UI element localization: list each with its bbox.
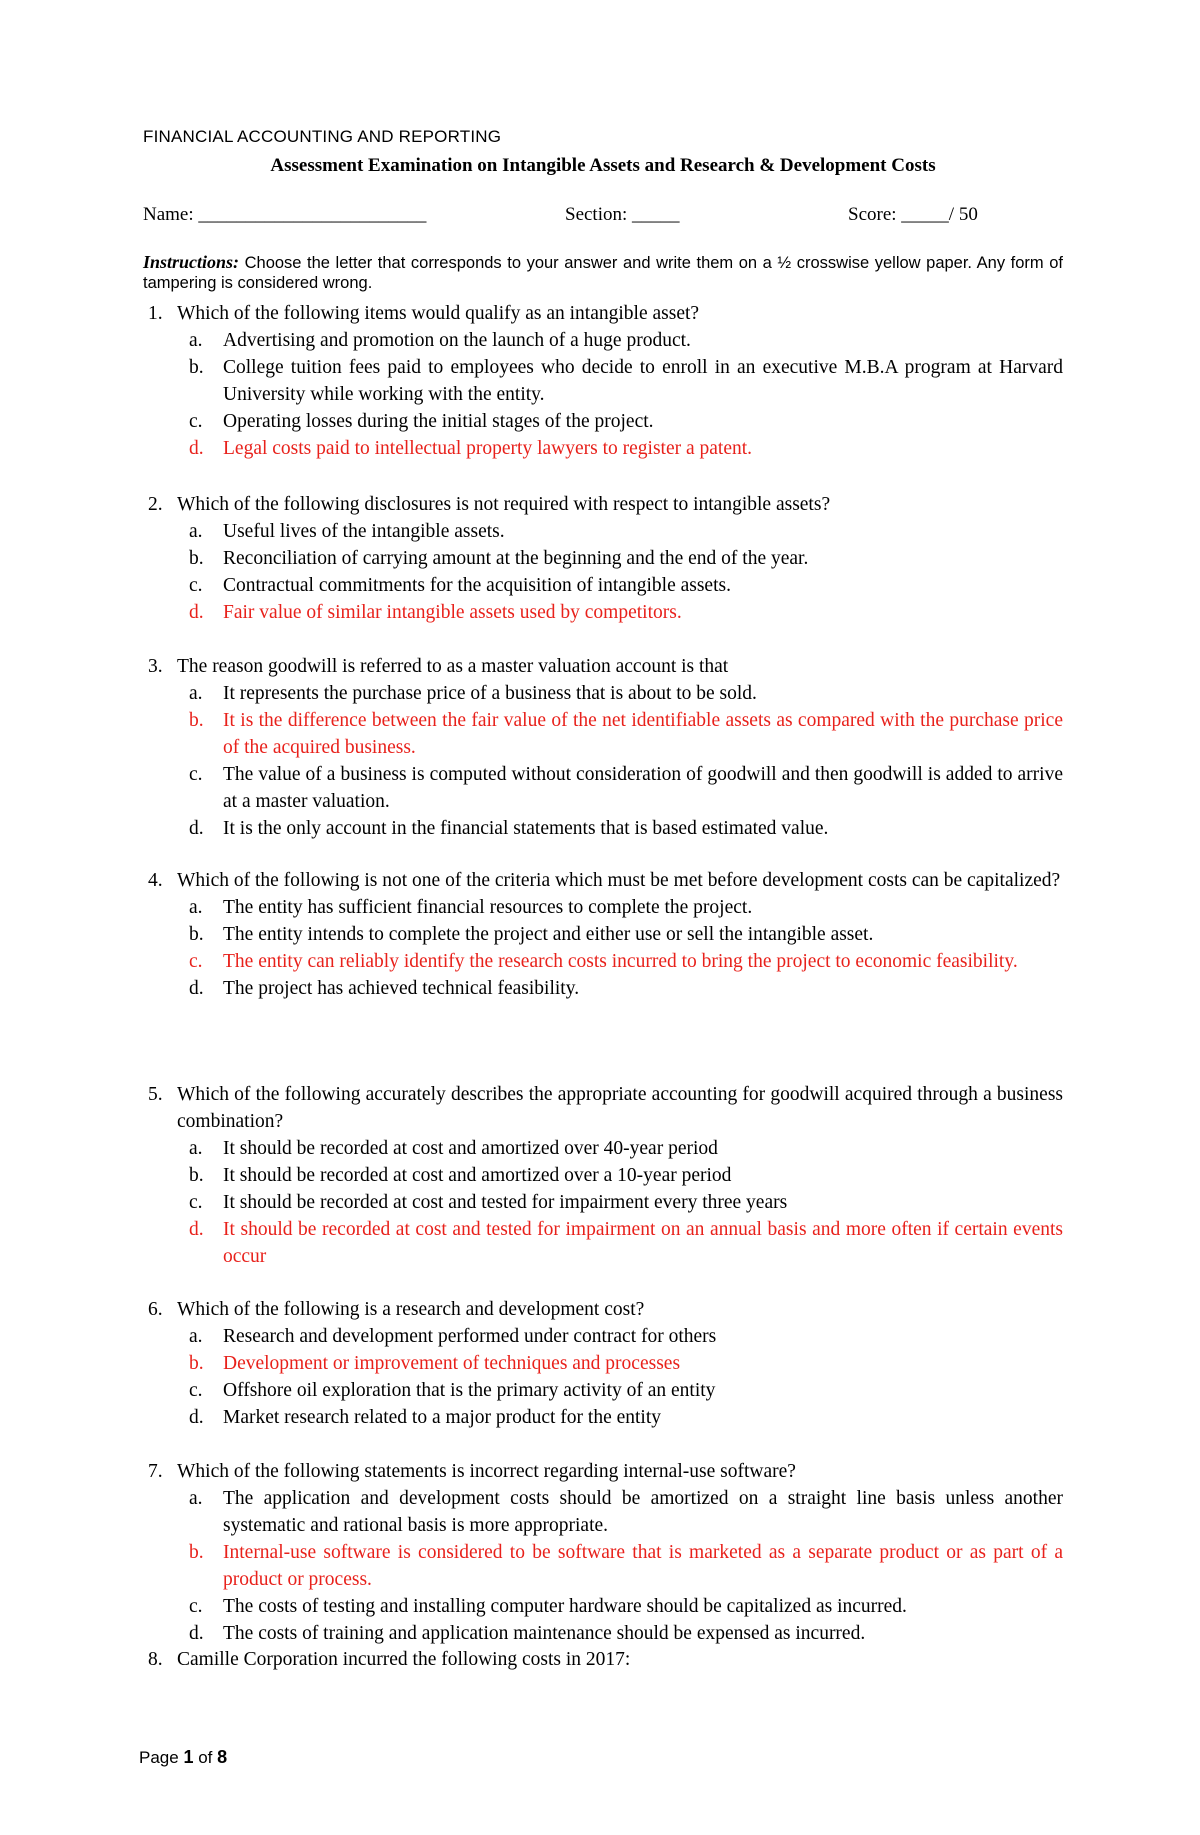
answer-option [189,815,1063,842]
question-stem [148,300,1063,327]
option-letter: b. [189,357,204,378]
answer-option [189,1539,1063,1593]
question-1 [148,300,1063,462]
option-letter: d. [189,1219,204,1240]
option-text: The entity intends to complete the project and either use or sell the intangible asset. [223,924,874,945]
answer-option [189,545,1063,572]
option-letter: a. [189,330,203,351]
question-stem [148,1296,1063,1323]
question-stem [148,653,1063,680]
answer-option [189,975,1063,1002]
question-4 [148,867,1063,1002]
option-letter: c. [189,1192,203,1213]
option-text: College tuition fees paid to employees who decide to enroll in an executive M.B.A program at Harvard University while working with the entity. [223,357,1063,405]
question-6 [148,1296,1063,1431]
question-5 [148,1081,1063,1270]
answer-option [189,327,1063,354]
question-number: 8. [148,1649,163,1670]
question-stem [148,867,1063,894]
option-letter: c. [189,1380,203,1401]
option-letter: b. [189,1353,204,1374]
name-field: Name: ________________________ [143,204,427,225]
option-letter: a. [189,1138,203,1159]
option-text: The costs of training and application maintenance should be expensed as incurred. [223,1623,866,1644]
question-number: 5. [148,1084,163,1105]
exam-title: Assessment Examination on Intangible Assets and Research & Development Costs [270,155,936,176]
option-text: It is the only account in the financial statements that is based estimated value. [223,818,829,839]
option-letter: a. [189,1326,203,1347]
question-text: Which of the following is a research and development cost? [177,1299,645,1320]
question-number: 1. [148,303,163,324]
question-text: Which of the following items would qualify as an intangible asset? [177,303,700,324]
option-text: It should be recorded at cost and tested for impairment every three years [223,1192,788,1213]
option-text: Research and development performed under contract for others [223,1326,717,1347]
answer-option [189,354,1063,408]
footer-page-total: 8 [217,1747,228,1767]
option-text: Development or improvement of techniques and processes [223,1353,681,1374]
answer-option [189,680,1063,707]
question-number: 3. [148,656,163,677]
option-text: It should be recorded at cost and tested for impairment on an annual basis and more often if certain events occur [223,1219,1063,1267]
option-text: Useful lives of the intangible assets. [223,521,505,542]
footer-page-number: 1 [183,1747,194,1767]
answer-option [189,572,1063,599]
answer-option [189,761,1063,815]
question-stem [148,1458,1063,1485]
option-text: The costs of testing and installing computer hardware should be capitalized as incurred. [223,1596,907,1617]
instructions [143,252,1063,293]
answer-option [189,599,1063,626]
question-text: Camille Corporation incurred the following costs in 2017: [177,1649,631,1670]
option-letter: d. [189,978,204,999]
answer-option [189,1350,1063,1377]
option-letter: b. [189,1542,204,1563]
question-3 [148,653,1063,842]
answer-option [189,1593,1063,1620]
option-text: It is the difference between the fair value of the net identifiable assets as compared with the purchase price of the acquired business. [223,710,1063,758]
option-text: Fair value of similar intangible assets used by competitors. [223,602,682,623]
option-letter: b. [189,924,204,945]
option-letter: b. [189,1165,204,1186]
option-text: The value of a business is computed without consideration of goodwill and then goodwill is added to arrive at a master valuation. [223,764,1063,812]
option-text: Contractual commitments for the acquisition of intangible assets. [223,575,731,596]
answer-option [189,1162,1063,1189]
option-letter: b. [189,548,204,569]
footer-of-word: of [198,1748,213,1767]
answer-option [189,1404,1063,1431]
instructions-label: Instructions: [143,252,240,272]
question-stem [148,491,1063,518]
answer-option [189,707,1063,761]
option-text: The project has achieved technical feasibility. [223,978,580,999]
instructions-text: Choose the letter that corresponds to your answer and write them on a ½ crosswise yellow paper. Any form of tampering is considered wrong. [143,254,1063,292]
answer-option [189,1189,1063,1216]
option-letter: d. [189,1407,204,1428]
option-text: It should be recorded at cost and amortized over a 10-year period [223,1165,732,1186]
option-letter: d. [189,1623,204,1644]
answer-option [189,435,1063,462]
course-header: FINANCIAL ACCOUNTING AND REPORTING [143,127,502,146]
answer-option [189,1377,1063,1404]
answer-option [189,518,1063,545]
answer-option [189,1620,1063,1647]
option-text: It should be recorded at cost and amortized over 40-year period [223,1138,718,1159]
option-text: The entity has sufficient financial resources to complete the project. [223,897,753,918]
answer-option [189,921,1063,948]
option-text: Legal costs paid to intellectual property lawyers to register a patent. [223,438,753,459]
question-text: Which of the following statements is incorrect regarding internal-use software? [177,1461,796,1482]
answer-option [189,408,1063,435]
answer-option [189,1485,1063,1539]
option-letter: d. [189,602,204,623]
question-number: 7. [148,1461,163,1482]
question-text: Which of the following accurately describes the appropriate accounting for goodwill acquired through a business combination? [177,1084,1063,1132]
option-text: Reconciliation of carrying amount at the beginning and the end of the year. [223,548,809,569]
option-text: Market research related to a major product for the entity [223,1407,662,1428]
question-number: 2. [148,494,163,515]
question-8 [148,1646,1063,1673]
score-field: Score: _____/ 50 [848,204,978,225]
option-letter: c. [189,575,203,596]
question-text: The reason goodwill is referred to as a master valuation account is that [177,656,729,677]
option-text: The application and development costs should be amortized on a straight line basis unless another systematic and rational basis is more appropriate. [223,1488,1063,1536]
option-text: Advertising and promotion on the launch of a huge product. [223,330,691,351]
option-letter: d. [189,438,204,459]
question-stem [148,1646,1063,1673]
option-letter: a. [189,683,203,704]
option-text: Offshore oil exploration that is the primary activity of an entity [223,1380,716,1401]
question-text: Which of the following disclosures is not required with respect to intangible assets? [177,494,831,515]
question-text: Which of the following is not one of the criteria which must be met before development costs can be capitalized? [177,870,1061,891]
option-text: It represents the purchase price of a business that is about to be sold. [223,683,757,704]
option-letter: a. [189,1488,203,1509]
question-7 [148,1458,1063,1647]
answer-option [189,1323,1063,1350]
page-footer [139,1747,227,1768]
answer-option [189,1216,1063,1270]
question-number: 4. [148,870,163,891]
footer-page-word: Page [139,1748,179,1767]
option-letter: a. [189,521,203,542]
answer-option [189,948,1063,975]
question-2 [148,491,1063,626]
option-letter: a. [189,897,203,918]
option-letter: c. [189,764,203,785]
option-letter: c. [189,951,203,972]
option-text: Internal-use software is considered to be software that is marketed as a separate product or as part of a product or process. [223,1542,1063,1590]
answer-option [189,894,1063,921]
question-number: 6. [148,1299,163,1320]
option-letter: c. [189,1596,203,1617]
option-letter: b. [189,710,204,731]
question-stem [148,1081,1063,1135]
option-letter: c. [189,411,203,432]
option-text: Operating losses during the initial stages of the project. [223,411,654,432]
option-text: The entity can reliably identify the research costs incurred to bring the project to economic feasibility. [223,951,1018,972]
answer-option [189,1135,1063,1162]
option-letter: d. [189,818,204,839]
section-field: Section: _____ [565,204,680,225]
